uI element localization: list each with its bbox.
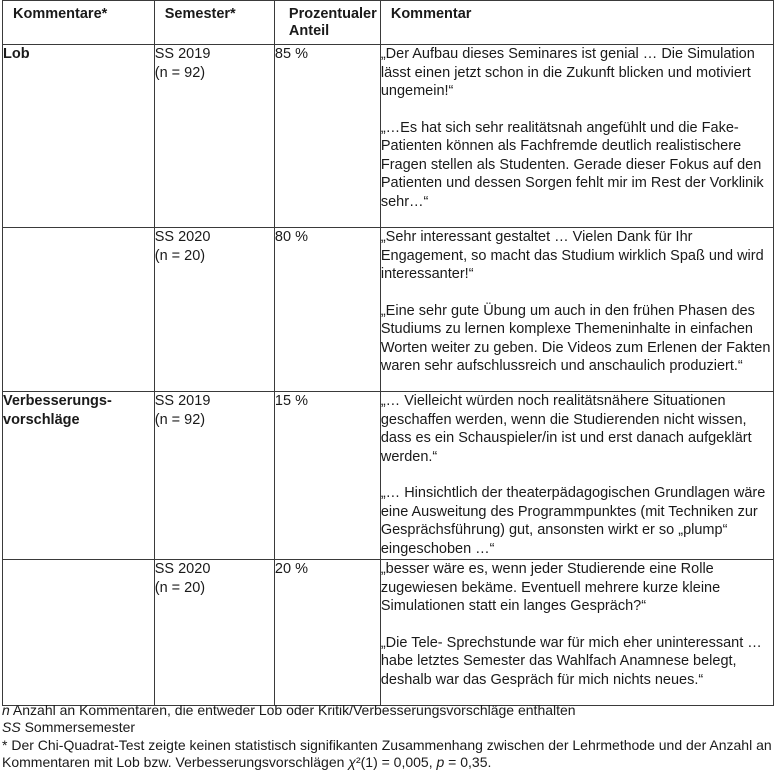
footnote-chi-text: * Der Chi-Quadrat-Test zeigte keinen statistisch signifikanten Zusammenhang zwischen der Lehrmethode und der Anzahl an Kommentaren mit Lob bzw. Verbesserungsvorschlägen <box>2 736 772 771</box>
percent-cell: 85 % <box>274 45 380 228</box>
comments-table <box>2 0 774 706</box>
comment-cell <box>380 392 773 560</box>
semester-label: SS 2020 <box>154 229 211 245</box>
comment-cell <box>380 228 773 392</box>
footnote-n-symbol: n <box>2 702 10 718</box>
table-row <box>3 228 774 392</box>
comment-quote: „…Es hat sich sehr realitätsnah angefühlt und die Fake-Patienten können als Fachfremde deutlich realistischere Fragen stellen als Studenten. Gerade dieser Fokus auf den Patienten und dessen Sorgen fehlt mir im Rest der Vorklinik sehr…“ <box>380 119 764 210</box>
footnote-ss-text: Sommersemester <box>20 719 136 736</box>
table-row <box>3 45 774 228</box>
comment-quote: „besser wäre es, wenn jeder Studierende eine Rolle zugewiesen bekäme. Eventuell mehrere kurze kleine Simulationen statt ein langes Gespräch?“ <box>380 561 721 614</box>
table-row <box>3 392 774 560</box>
count-label: (n = 20) <box>154 580 206 596</box>
comment-quote: „… Hinsichtlich der theaterpädagogischen Grundlagen wäre eine Ausweitung des Programmpunktes (mit Techniken zur Gesprächsführung) gut, ansonsten wirkt er so „plump“ eingeschoben …“ <box>380 485 766 557</box>
footnote-ss <box>2 719 774 736</box>
category-cell <box>3 392 155 560</box>
percent-cell: 20 % <box>274 560 380 706</box>
header-kommentare: Kommentare* <box>3 1 155 45</box>
category-label-line2: vorschläge <box>3 412 80 428</box>
header-semester: Semester* <box>154 1 274 45</box>
header-anteil-line2: Anteil <box>288 23 330 39</box>
table-footnotes <box>2 702 774 772</box>
category-cell: Lob <box>3 45 155 228</box>
category-label-line1: Verbesserungs- <box>3 393 112 409</box>
count-label: (n = 92) <box>154 412 206 428</box>
percent-cell: 15 % <box>274 392 380 560</box>
comment-quote: „Eine sehr gute Übung um auch in den frühen Phasen des Studiums zu lernen komplexe Themeninhalte in einfachen Worten weiter zu geben. Die Videos zum Erlenen der Fakten waren sehr aufschlussreich und anschaulich produziert.“ <box>380 302 771 374</box>
comment-cell <box>380 560 773 706</box>
footnote-p-symbol: p <box>436 754 445 771</box>
header-anteil <box>274 1 380 45</box>
category-cell <box>3 228 155 392</box>
footnote-ss-symbol: SS <box>2 719 21 736</box>
footnote-n-text: Anzahl an Kommentaren, die entweder Lob oder Kritik/Verbesserungsvorschläge enthalten <box>9 702 576 718</box>
semester-label: SS 2020 <box>154 561 211 577</box>
semester-cell <box>154 45 274 228</box>
category-cell <box>3 560 155 706</box>
semester-label: SS 2019 <box>154 46 211 62</box>
semester-cell <box>154 560 274 706</box>
comment-quote: „Die Tele- Sprechstunde war für mich eher uninteressant … habe letztes Semester das Wahlfach Anamnese belegt, deshalb war das Gespräch für mich nichts neues.“ <box>380 634 762 688</box>
header-anteil-line1: Prozentualer <box>288 6 377 22</box>
comment-quote: „Sehr interessant gestaltet … Vielen Dank für Ihr Engagement, so macht das Studium wirklich Spaß und wird interessanter!“ <box>380 229 764 282</box>
footnote-chi-square <box>2 737 774 772</box>
comment-quote: „Der Aufbau dieses Seminares ist genial … Die Simulation lässt einen jetzt schon in die Zukunft blicken und motiviert ungemein!“ <box>380 46 755 99</box>
footnote-chi-rest: ²(1) = 0,005, <box>355 754 437 771</box>
percent-cell: 80 % <box>274 228 380 392</box>
footnote-n <box>2 702 774 719</box>
header-kommentar: Kommentar <box>380 1 773 45</box>
table-row <box>3 560 774 706</box>
footnote-p-rest: = 0,35. <box>444 754 492 771</box>
semester-cell <box>154 228 274 392</box>
semester-cell <box>154 392 274 560</box>
count-label: (n = 20) <box>154 248 206 264</box>
comment-quote: „… Vielleicht würden noch realitätsnähere Situationen geschaffen werden, wenn die Studierenden nicht wissen, dass es ein Schauspieler/in ist und erst danach aufgeklärt werden.“ <box>380 393 752 465</box>
table-header-row <box>3 1 774 45</box>
comment-cell <box>380 45 773 228</box>
count-label: (n = 92) <box>154 65 206 81</box>
semester-label: SS 2019 <box>154 393 211 409</box>
footnote-chi-symbol: χ <box>348 754 356 771</box>
